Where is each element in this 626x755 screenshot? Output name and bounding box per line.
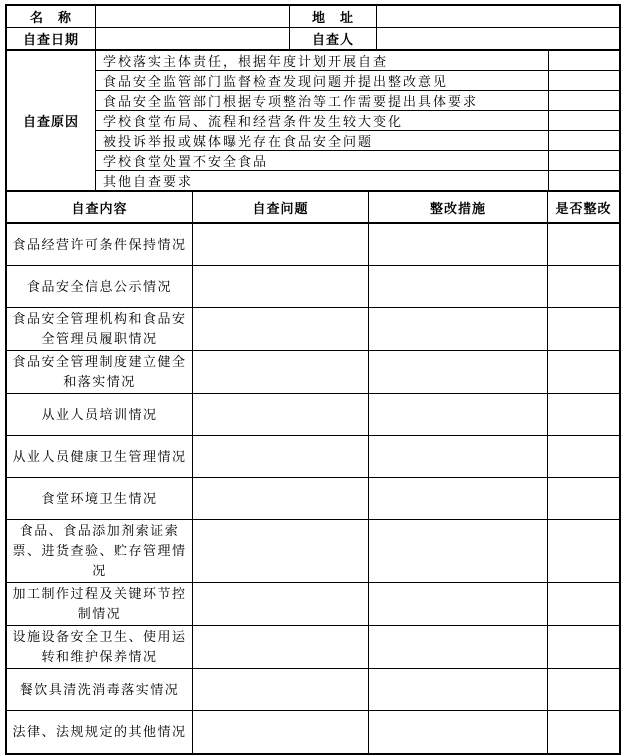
content-cell: 加工制作过程及关键环节控制情况 <box>7 583 193 626</box>
content-cell: 食品、食品添加剂索证索票、进货查验、贮存管理情况 <box>7 520 193 583</box>
reason-item: 被投诉举报或媒体曝光存在食品安全问题 <box>96 131 549 151</box>
problem-cell[interactable] <box>193 626 369 669</box>
measures-cell[interactable] <box>369 436 548 478</box>
name-value-cell[interactable] <box>96 6 290 28</box>
measures-cell[interactable] <box>369 520 548 583</box>
problem-cell[interactable] <box>193 266 369 308</box>
problem-cell[interactable] <box>193 436 369 478</box>
content-cell: 法律、法规规定的其他情况 <box>7 711 193 753</box>
rectified-cell[interactable] <box>548 626 619 669</box>
rectified-cell[interactable] <box>548 520 619 583</box>
rectified-cell[interactable] <box>548 583 619 626</box>
reason-checkbox-cell[interactable] <box>549 171 619 192</box>
rectified-cell[interactable] <box>548 224 619 266</box>
table-row <box>7 583 619 626</box>
problem-cell[interactable] <box>193 711 369 753</box>
table-row <box>7 711 619 753</box>
self-inspection-form <box>5 4 621 755</box>
measures-cell[interactable] <box>369 478 548 520</box>
table-row <box>7 351 619 394</box>
name-label: 名 称 <box>7 6 96 28</box>
reason-checkbox-cell[interactable] <box>549 91 619 111</box>
table-row <box>7 669 619 711</box>
table-row <box>7 171 619 192</box>
measures-cell[interactable] <box>369 711 548 753</box>
content-cell: 食品安全管理制度建立健全和落实情况 <box>7 351 193 394</box>
reason-item: 食品安全监管部门根据专项整治等工作需要提出具体要求 <box>96 91 549 111</box>
rectified-cell[interactable] <box>548 478 619 520</box>
table-row <box>7 51 619 71</box>
content-cell: 从业人员培训情况 <box>7 394 193 436</box>
reasons-label: 自查原因 <box>7 51 96 192</box>
reason-item: 学校食堂处置不安全食品 <box>96 151 549 171</box>
problem-cell[interactable] <box>193 308 369 351</box>
table-row <box>7 520 619 583</box>
table-row <box>7 394 619 436</box>
reason-item: 食品安全监管部门监督检查发现问题并提出整改意见 <box>96 71 549 91</box>
rectified-cell[interactable] <box>548 308 619 351</box>
content-cell: 餐饮具清洗消毒落实情况 <box>7 669 193 711</box>
table-row <box>7 626 619 669</box>
address-label: 地 址 <box>290 6 377 28</box>
column-header-rectified: 是否整改 <box>548 192 619 224</box>
inspector-value-cell[interactable] <box>377 28 619 51</box>
content-cell: 食品安全信息公示情况 <box>7 266 193 308</box>
table-row <box>7 111 619 131</box>
measures-cell[interactable] <box>369 394 548 436</box>
reason-checkbox-cell[interactable] <box>549 111 619 131</box>
column-header-problem: 自查问题 <box>193 192 369 224</box>
measures-cell[interactable] <box>369 308 548 351</box>
rectified-cell[interactable] <box>548 351 619 394</box>
table-row <box>7 478 619 520</box>
content-cell: 食品安全管理机构和食品安全管理员履职情况 <box>7 308 193 351</box>
problem-cell[interactable] <box>193 351 369 394</box>
table-row <box>7 91 619 111</box>
problem-cell[interactable] <box>193 520 369 583</box>
reason-checkbox-cell[interactable] <box>549 71 619 91</box>
reasons-table <box>7 51 619 192</box>
reason-checkbox-cell[interactable] <box>549 131 619 151</box>
content-cell: 设施设备安全卫生、使用运转和维护保养情况 <box>7 626 193 669</box>
rectified-cell[interactable] <box>548 711 619 753</box>
content-cell: 从业人员健康卫生管理情况 <box>7 436 193 478</box>
table-row <box>7 266 619 308</box>
rectified-cell[interactable] <box>548 266 619 308</box>
content-cell: 食品经营许可条件保持情况 <box>7 224 193 266</box>
table-row <box>7 6 619 28</box>
problem-cell[interactable] <box>193 669 369 711</box>
problem-cell[interactable] <box>193 478 369 520</box>
address-value-cell[interactable] <box>377 6 619 28</box>
measures-cell[interactable] <box>369 266 548 308</box>
table-row <box>7 308 619 351</box>
reason-checkbox-cell[interactable] <box>549 151 619 171</box>
inspection-table <box>7 192 619 753</box>
measures-cell[interactable] <box>369 669 548 711</box>
measures-cell[interactable] <box>369 224 548 266</box>
problem-cell[interactable] <box>193 394 369 436</box>
table-header-row <box>7 192 619 224</box>
inspector-label: 自查人 <box>290 28 377 51</box>
problem-cell[interactable] <box>193 583 369 626</box>
table-row <box>7 71 619 91</box>
rectified-cell[interactable] <box>548 394 619 436</box>
header-info-table <box>7 6 619 51</box>
table-row <box>7 224 619 266</box>
column-header-content: 自查内容 <box>7 192 193 224</box>
rectified-cell[interactable] <box>548 436 619 478</box>
measures-cell[interactable] <box>369 626 548 669</box>
rectified-cell[interactable] <box>548 669 619 711</box>
reason-item: 学校食堂布局、流程和经营条件发生较大变化 <box>96 111 549 131</box>
table-row <box>7 436 619 478</box>
table-row <box>7 151 619 171</box>
reason-item: 其他自查要求 <box>96 171 549 192</box>
measures-cell[interactable] <box>369 351 548 394</box>
table-row <box>7 28 619 51</box>
content-cell: 食堂环境卫生情况 <box>7 478 193 520</box>
date-label: 自查日期 <box>7 28 96 51</box>
column-header-measures: 整改措施 <box>369 192 548 224</box>
date-value-cell[interactable] <box>96 28 290 51</box>
table-row <box>7 131 619 151</box>
problem-cell[interactable] <box>193 224 369 266</box>
reason-item: 学校落实主体责任，根据年度计划开展自查 <box>96 51 549 71</box>
measures-cell[interactable] <box>369 583 548 626</box>
reason-checkbox-cell[interactable] <box>549 51 619 71</box>
